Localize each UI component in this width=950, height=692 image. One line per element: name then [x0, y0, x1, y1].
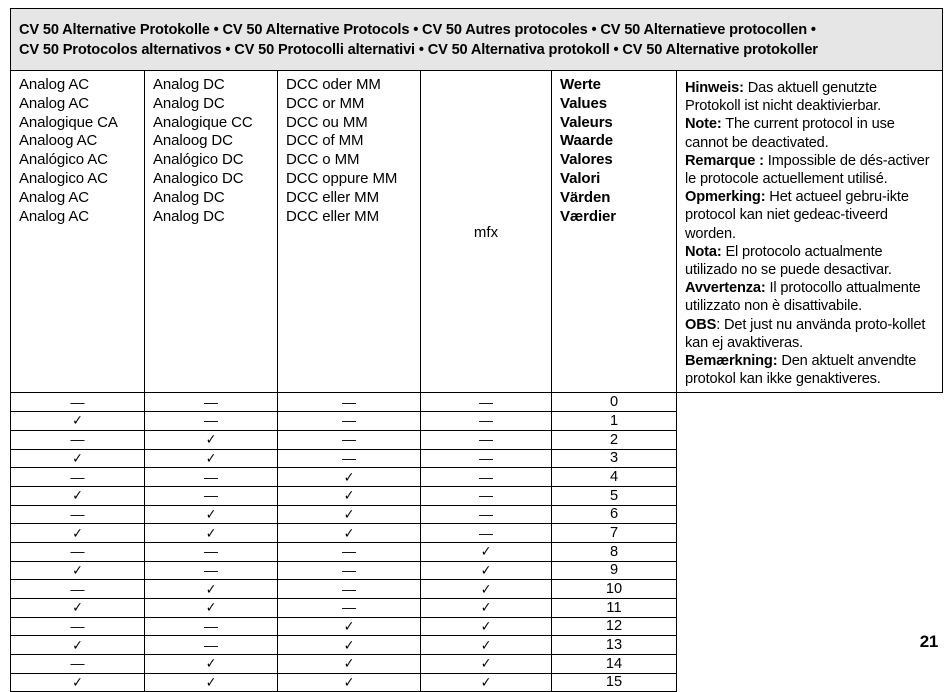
check-mark-icon: ✓ [145, 655, 278, 674]
value-cell: 1 [552, 412, 677, 431]
check-mark-icon: ✓ [278, 524, 421, 543]
value-cell: 0 [552, 393, 677, 412]
check-mark-icon: ✓ [421, 580, 552, 599]
table-row [11, 486, 943, 505]
value-cell: 4 [552, 468, 677, 487]
header-label: DCC oppure MM [286, 169, 398, 187]
value-cell: 14 [552, 655, 677, 674]
header-label: Analog AC [19, 76, 89, 93]
header-label: DCC oder MM [286, 76, 381, 93]
table-row [11, 449, 943, 468]
value-cell: 3 [552, 449, 677, 468]
note-it [685, 279, 935, 315]
dash-icon: — [278, 580, 421, 599]
note-label: Note: [685, 116, 722, 133]
dash-icon: — [421, 412, 552, 431]
check-mark-icon: ✓ [278, 505, 421, 524]
value-cell: 8 [552, 542, 677, 561]
table-row [11, 580, 943, 599]
header-label: Analog DC [153, 188, 225, 206]
header-label: Analógico AC [19, 151, 108, 169]
table-row [11, 468, 943, 487]
table-row [11, 412, 943, 431]
note-de [685, 79, 935, 115]
table-row [11, 636, 943, 655]
dash-icon: — [278, 393, 421, 412]
dash-icon: — [421, 486, 552, 505]
header-label: Valores [560, 151, 613, 169]
table-title [11, 9, 943, 71]
header-label: Waarde [560, 132, 614, 150]
value-cell: 12 [552, 617, 677, 636]
note-en [685, 115, 935, 151]
table-row [11, 524, 943, 543]
protocol-table [10, 8, 943, 692]
header-label: Värden [560, 188, 611, 206]
dash-icon: — [11, 430, 145, 449]
check-mark-icon: ✓ [11, 486, 145, 505]
header-label: Analógico DC [153, 151, 244, 169]
title-line-2: CV 50 Protocolos alternativos • CV 50 Protocolli alternativi • CV 50 Alternativa protokoll • CV 50 Alternative protokoller [19, 41, 818, 58]
check-mark-icon: ✓ [421, 655, 552, 674]
table-row [11, 505, 943, 524]
check-mark-icon: ✓ [11, 673, 145, 692]
value-cell: 2 [552, 430, 677, 449]
check-mark-icon: ✓ [11, 599, 145, 618]
dash-icon: — [145, 412, 278, 431]
dash-icon: — [421, 468, 552, 487]
header-label: Analog DC [153, 207, 225, 225]
dash-icon: — [145, 636, 278, 655]
dash-icon: — [11, 617, 145, 636]
value-cell: 15 [552, 673, 677, 692]
value-cell: 9 [552, 561, 677, 580]
dash-icon: — [421, 449, 552, 468]
check-mark-icon: ✓ [421, 599, 552, 618]
table-row [11, 599, 943, 618]
note-text: Den aktuelt anvendte protokol kan ikke genaktiveres. [685, 353, 917, 388]
header-label: Værdier [560, 207, 616, 225]
value-cell: 13 [552, 636, 677, 655]
dash-icon: — [278, 412, 421, 431]
dash-icon: — [11, 580, 145, 599]
dash-icon: — [145, 468, 278, 487]
value-cell: 11 [552, 599, 677, 618]
header-label: DCC or MM [286, 94, 365, 112]
check-mark-icon: ✓ [11, 412, 145, 431]
table-row [11, 617, 943, 636]
dash-icon: — [421, 393, 552, 412]
column-header-dcc-mm [278, 71, 421, 393]
note-label: Remarque : [685, 152, 764, 169]
check-mark-icon: ✓ [145, 673, 278, 692]
header-label: Analogico AC [19, 169, 108, 187]
column-header-analog-dc [145, 71, 278, 393]
dash-icon: — [11, 393, 145, 412]
check-mark-icon: ✓ [278, 617, 421, 636]
note-text: Het actueel gebru-ikte protocol kan niet gedeac-tiveerd worden. [685, 189, 909, 242]
table-row [11, 655, 943, 674]
header-label: DCC o MM [286, 151, 360, 169]
header-label: DCC eller MM [286, 188, 379, 206]
dash-icon: — [145, 617, 278, 636]
note-text: The current protocol in use cannot be deactivated. [685, 116, 895, 151]
note-text: Impossible de dés-activer le protocole actuellement utilisé. [685, 152, 930, 188]
header-label: Analog AC [19, 207, 89, 225]
check-mark-icon: ✓ [145, 599, 278, 618]
dash-icon: — [421, 430, 552, 449]
note-label: OBS [685, 316, 717, 333]
header-label: Werte [560, 76, 601, 93]
check-mark-icon: ✓ [421, 542, 552, 561]
header-label: Analoog DC [153, 132, 233, 150]
check-mark-icon: ✓ [278, 655, 421, 674]
dash-icon: — [145, 561, 278, 580]
header-label: Valeurs [560, 113, 613, 131]
note-label: Bemærkning: [685, 353, 778, 370]
check-mark-icon: ✓ [278, 673, 421, 692]
table-row [11, 430, 943, 449]
title-line-1: CV 50 Alternative Protokolle • CV 50 Alternative Protocols • CV 50 Autres protocoles • CV 50 Alternatieve protocollen • [19, 21, 816, 38]
dash-icon: — [145, 393, 278, 412]
note-label: Avvertenza: [685, 280, 766, 297]
note-label: Opmerking: [685, 189, 766, 206]
table-row [11, 561, 943, 580]
header-label: Analoog AC [19, 132, 98, 150]
dash-icon: — [278, 430, 421, 449]
value-cell: 5 [552, 486, 677, 505]
page-number: 21 [919, 632, 938, 651]
check-mark-icon: ✓ [278, 636, 421, 655]
note-es [685, 243, 935, 279]
check-mark-icon: ✓ [11, 524, 145, 543]
dash-icon: — [278, 542, 421, 561]
dash-icon: — [11, 468, 145, 487]
check-mark-icon: ✓ [11, 449, 145, 468]
table-row [11, 542, 943, 561]
notes-panel [677, 71, 943, 393]
header-label: DCC ou MM [286, 113, 368, 131]
note-text: Il protocollo attualmente utilizzato non è disattivabile. [685, 280, 921, 315]
header-label: Analog DC [153, 76, 225, 93]
check-mark-icon: ✓ [145, 580, 278, 599]
check-mark-icon: ✓ [278, 468, 421, 487]
dash-icon: — [421, 505, 552, 524]
note-da [685, 352, 935, 388]
header-label: Analog AC [19, 188, 89, 206]
header-label: Analogique CC [153, 113, 253, 131]
header-label: Analog AC [19, 94, 89, 112]
header-label: DCC of MM [286, 132, 364, 150]
check-mark-icon: ✓ [145, 505, 278, 524]
value-cell: 10 [552, 580, 677, 599]
header-label: DCC eller MM [286, 207, 379, 225]
check-mark-icon: ✓ [421, 636, 552, 655]
note-sv [685, 316, 935, 352]
note-label: Hinweis: [685, 80, 744, 96]
column-header-mfx: mfx [421, 71, 552, 393]
check-mark-icon: ✓ [11, 561, 145, 580]
dash-icon: — [278, 449, 421, 468]
header-label: Analog DC [153, 94, 225, 112]
check-mark-icon: ✓ [278, 486, 421, 505]
header-label: Analogique CA [19, 113, 118, 131]
dash-icon: — [145, 486, 278, 505]
dash-icon: — [278, 599, 421, 618]
check-mark-icon: ✓ [11, 636, 145, 655]
dash-icon: — [11, 655, 145, 674]
note-text: : Det just nu använda proto-kollet kan ej avaktiveras. [685, 316, 926, 351]
table-row [11, 673, 943, 692]
check-mark-icon: ✓ [421, 617, 552, 636]
column-header-analog-ac [11, 71, 145, 393]
note-fr [685, 152, 935, 188]
header-label: Valori [560, 169, 601, 187]
header-label: Values [560, 94, 607, 112]
check-mark-icon: ✓ [421, 673, 552, 692]
dash-icon: — [421, 524, 552, 543]
table-row [11, 393, 943, 412]
note-text: El protocolo actualmente utilizado no se puede desactivar. [685, 243, 892, 279]
dash-icon: — [11, 505, 145, 524]
dash-icon: — [278, 561, 421, 580]
check-mark-icon: ✓ [421, 561, 552, 580]
check-mark-icon: ✓ [145, 430, 278, 449]
column-header-values [552, 71, 677, 393]
dash-icon: — [145, 542, 278, 561]
value-cell: 7 [552, 524, 677, 543]
check-mark-icon: ✓ [145, 449, 278, 468]
note-label: Nota: [685, 243, 722, 260]
note-text: Das aktuell genutzte Protokoll ist nicht deaktivierbar. [685, 80, 882, 115]
note-nl [685, 188, 935, 243]
dash-icon: — [11, 542, 145, 561]
header-label: Analogico DC [153, 169, 244, 187]
check-mark-icon: ✓ [145, 524, 278, 543]
value-cell: 6 [552, 505, 677, 524]
